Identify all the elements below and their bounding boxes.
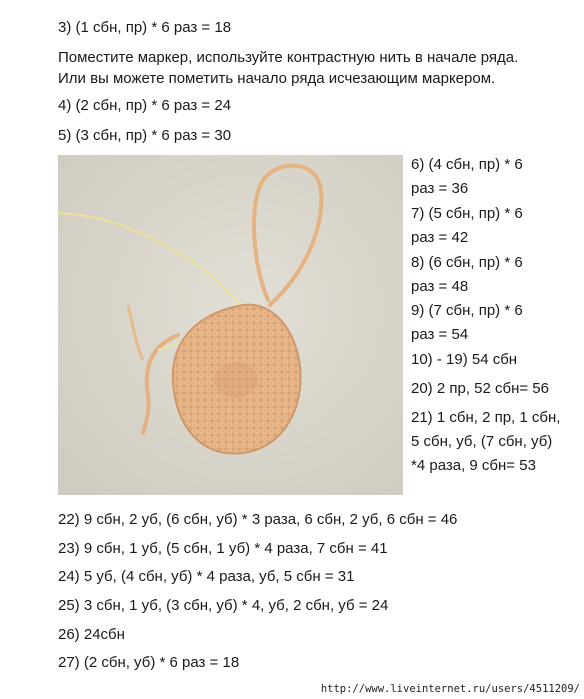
row-20	[411, 377, 581, 401]
row-9	[411, 299, 581, 347]
row-3: 3) (1 сбн, пр) * 6 раз = 18	[58, 19, 232, 36]
row-8-line-1: 8) (6 сбн, пр) * 6	[411, 254, 523, 271]
row-6-line-2: раз = 36	[411, 180, 469, 197]
row-21-line-3: *4 раза, 9 сбн= 53	[411, 457, 536, 474]
row-22: 22) 9 сбн, 2 уб, (6 сбн, уб) * 3 раза, 6 сбн, 2 уб, 6 сбн = 46	[58, 511, 458, 528]
watermark-url: http://www.liveinternet.ru/users/4511209/	[320, 683, 580, 695]
row-10-19-line-1: 10) - 19) 54 сбн	[411, 351, 518, 368]
row-21-line-2: 5 сбн, уб, (7 сбн, уб)	[411, 433, 553, 450]
row-23: 23) 9 сбн, 1 уб, (5 сбн, 1 уб) * 4 раза, 7 сбн = 41	[58, 540, 388, 557]
row-27: 27) (2 сбн, уб) * 6 раз = 18	[58, 654, 240, 671]
row-9-line-1: 9) (7 сбн, пр) * 6	[411, 302, 523, 319]
row-7-line-2: раз = 42	[411, 229, 469, 246]
row-4: 4) (2 сбн, пр) * 6 раз = 24	[58, 97, 232, 114]
row-10-19	[411, 348, 581, 372]
row-24: 24) 5 уб, (4 сбн, уб) * 4 раза, уб, 5 сбн = 31	[58, 568, 355, 585]
marker-note-line-2: Или вы можете пометить начало ряда исчезающим маркером.	[58, 70, 496, 87]
row-21	[411, 406, 581, 478]
row-6	[411, 153, 581, 201]
row-21-line-1: 21) 1 сбн, 2 пр, 1 сбн,	[411, 409, 561, 426]
row-8-line-2: раз = 48	[411, 278, 469, 295]
row-6-line-1: 6) (4 сбн, пр) * 6	[411, 156, 523, 173]
row-5: 5) (3 сбн, пр) * 6 раз = 30	[58, 127, 232, 144]
row-25: 25) 3 сбн, 1 уб, (3 сбн, уб) * 4, уб, 2 сбн, уб = 24	[58, 597, 389, 614]
row-8	[411, 251, 581, 299]
row-7	[411, 202, 581, 250]
row-7-line-1: 7) (5 сбн, пр) * 6	[411, 205, 523, 222]
row-26: 26) 24сбн	[58, 626, 125, 643]
crochet-circle-image	[58, 155, 403, 495]
crochet-photo	[58, 155, 403, 495]
row-9-line-2: раз = 54	[411, 326, 469, 343]
marker-note-line-1: Поместите маркер, используйте контрастную нить в начале ряда.	[58, 49, 519, 66]
row-20-line-1: 20) 2 пр, 52 сбн= 56	[411, 380, 549, 397]
